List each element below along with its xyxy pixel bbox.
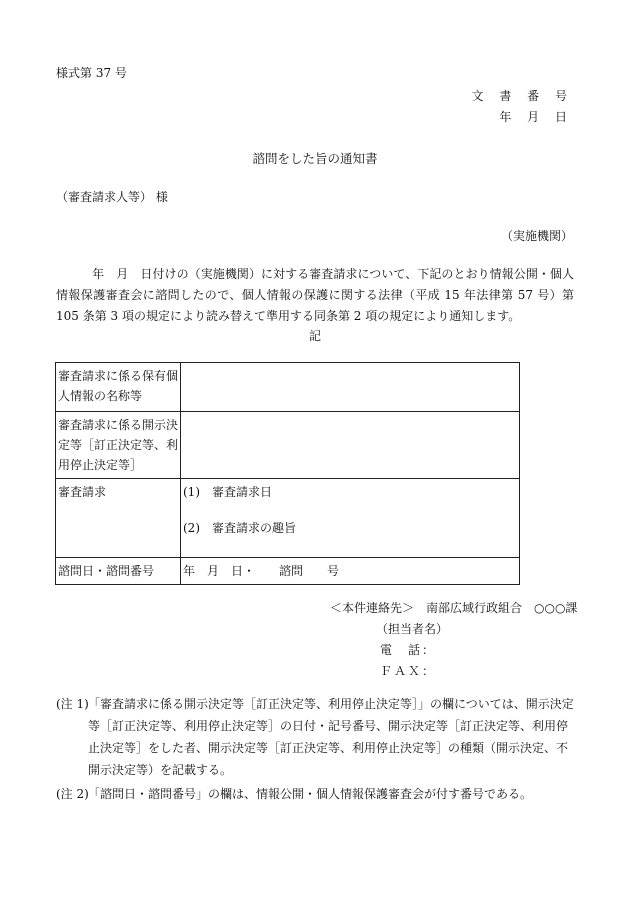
contact-phone: 電 話： [380,643,437,657]
ki-heading: 記 [308,329,321,343]
table-row [56,479,520,558]
notes [56,693,576,807]
inquiry-date-number-value: 年 月 日・ 諮問 号 [181,558,520,585]
info-name-value [181,363,520,412]
contact-block [330,598,577,682]
review-request-date-item: (1) 審査請求日 [183,485,272,499]
document-title: 諮問をした旨の通知書 [252,151,378,166]
form-number: 様式第 37 号 [56,66,127,80]
table-row [56,412,520,479]
note-1 [56,693,576,781]
note-1-label: (注 1) [56,697,89,711]
review-request-purpose-item: (2) 審査請求の趣旨 [183,521,296,535]
issuing-agency: （実施機関） [500,229,573,243]
table-row [56,363,520,412]
recipient: （審査請求人等） 様 [56,190,168,204]
contact-person: （担当者名） [376,622,449,636]
body-paragraph: 年 月 日付けの（実施機関）に対する審査請求について、下記のとおり情報公開・個人情報保護審査会に諮問したので、個人情報の保護に関する法律（平成 15 年法律第 57 号）第 105 条第 3 項の規定により読み替えて準用する同条第 2 項の規定により通知します。 [56,267,574,323]
note-2-label: (注 2) [56,787,89,801]
inquiry-date-number-label: 諮問日・諮問番号 [56,558,181,585]
note-1-text: 「審査請求に係る開示決定等［訂正決定等、利用停止決定等］」の欄については、開示決定等［訂正決定等、利用停止決定等］の日付・記号番号、開示決定等［訂正決定等、利用停止決定等］をした者、開示決定等［訂正決定等、利用停止決定等］の種類（開示決定、不開示決定等）を記載する。 [88,697,574,777]
note-2-text: 「諮問日・諮問番号」の欄は、情報公開・個人情報保護審査会が付す番号である。 [88,787,533,801]
disclosure-decision-value [181,412,520,479]
info-name-label: 審査請求に係る保有個人情報の名称等 [56,363,181,412]
review-request-value [181,479,520,558]
table-row [56,558,520,585]
document-number: 文 書 番 号 [471,89,573,103]
note-2 [56,783,576,805]
info-table [55,362,520,585]
contact-office: ＜本件連絡先＞ 南部広域行政組合 ○○○課 [330,601,578,615]
document-date: 年 月 日 [499,110,573,124]
contact-fax: ＦＡＸ： [380,664,437,678]
disclosure-decision-label: 審査請求に係る開示決定等［訂正決定等、利用停止決定等］ [56,412,181,479]
review-request-label: 審査請求 [56,479,181,558]
